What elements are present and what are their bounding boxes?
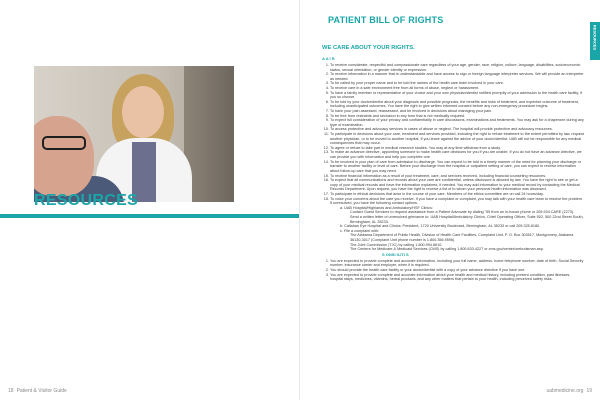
section-title: RESOURCES <box>34 192 139 209</box>
website-url: uabmedicine.org <box>546 388 584 394</box>
page-heading: PATIENT BILL OF RIGHTS <box>328 15 444 25</box>
section-tab-label: RESOURCES <box>592 24 598 51</box>
rights-list <box>322 63 584 252</box>
list-item: 7. To have your pain assessed, reassessed, and be involved in decisions about managing your pain. <box>330 109 584 114</box>
list-item <box>330 197 584 252</box>
list-item: 9. To expect full consideration of your privacy and confidentiality in care discussions, examinations and treatments. You may ask for a chaperone during any type of examination. <box>330 118 584 127</box>
list-item: 12. To agree or refuse to take part in medical research studies. You may at any time withdraw from a study. <box>330 146 584 151</box>
contact-c-label: c. File a complaint with: <box>340 228 379 233</box>
page-number-left: 18 <box>8 388 14 394</box>
guide-title: Patient & Visitor Guide <box>16 388 67 394</box>
list-item: 3. To be called by your proper name and to be told the names of the health care team involved in your care. <box>330 81 584 86</box>
contact-b-line: b. Callahan Eye Hospital and Clinics: President, 1720 University Boulevard, Birmingham, AL 35233 or call 205.325.8180. <box>340 224 541 229</box>
right-footer <box>543 388 592 394</box>
list-item: 3. You are expected to provide complete and accurate information about your health and medical history, including present condition, past illnesses, hospital stays, medicines, vitamins, herbal products, and any other matters that pertain to your health, including perceived safety risks. <box>330 273 584 282</box>
left-footer <box>8 388 70 394</box>
contact-a-line2: Send a written letter of unresolved grievance to: UAB Hospital/Ambulatory Clinics, Chief Operating Officer, Suite 502, 500 22nd Street South, Birmingham, AL 35233. <box>350 215 584 224</box>
list-item: 11. To participate in decisions about your care, treatment and services provided, including the right to refuse treatment to the extent permitted by law, request another physician, or to be moved to another hospital. If you leave against the advice of your doctor/dentist, UAB will not be responsible for any medical consequences that may occur. <box>330 132 584 146</box>
contact-c-line1: The Alabama Department of Public Health, Division of Health Care Facilities, Complaint Unit, P. O. Box 303017, Montgomery, Alabama 36130-3017 (Complaint Unit phone number is 1.800.356.9596). <box>350 233 574 243</box>
responsibilities-list <box>322 259 584 282</box>
page-number-right: 19 <box>586 388 592 394</box>
list-item: 15. To receive financial information as a result of your treatment, care, and services received, including financial counseling resources. <box>330 174 584 179</box>
list-item: 8. To be free from restraints and seclusion in any form that is not medically required. <box>330 114 584 119</box>
contact-a-label: a. UAB Hospital/Highlands and Ambulatory/HSF Clinics: <box>340 205 433 210</box>
list-item: 2. To receive information in a manner that is understandable and have access to sign or foreign language interpreter services. We will provide an interpreter as needed. <box>330 72 584 81</box>
list-item: 16. To expect that all communications and records about your care are confidential, unless disclosure is allowed by law. You have the right to see or get a copy of your medical records and have the information explained, if needed. You may add information to your medical record by contacting the Medical Records Department. Upon request, you have the right to receive a list of to whom your personal health information was disclosed. <box>330 178 584 192</box>
sub-heading: WE CARE ABOUT YOUR RIGHTS. <box>322 45 415 51</box>
rights-group-label: A A I R <box>322 56 335 61</box>
list-item: 14. To be involved in your plan of care from admission to discharge. You can expect to be told in a timely manner of the need for planning your discharge or transfer to another facility or level of care. Before your discharge from the hospital or outpatient setting of care, you can expect to receive information about follow-up care that you may need. <box>330 160 584 174</box>
list-item: 1. You are expected to provide complete and accurate information, including your full name, address, home telephone number, date of birth, Social Security number, insurance carrier and employer, when it is required. <box>330 259 584 268</box>
list-item: 13. To make an advance directive, appointing someone to make health care decisions for you if you are unable. If you do not have an advance directive, we can provide you with information and help you complete one. <box>330 150 584 159</box>
doctor-patient-photo <box>34 66 234 202</box>
section-divider <box>0 214 300 218</box>
rights-content <box>322 56 584 282</box>
list-item: 6. To be told by your doctor/dentist about your diagnosis and possible prognosis, the benefits and risks of treatment, and expected outcome of treatment, including unanticipated outcomes. You have the right to give written informed consent before any non-emergency procedure begins. <box>330 100 584 109</box>
responsibilities-group-label: S ONSI ILITI S <box>382 251 409 257</box>
list-item: 2. You should provide the health care facility or your doctor/dentist with a copy of your advance directive if you have one. <box>330 268 584 273</box>
list-item: 5. To have a family member or representative of your choice and your own physician/dentist notified promptly of your admission to the health care facility, if you so choose. <box>330 91 584 100</box>
list-item: 1. To receive considerate, respectful and compassionate care regardless of your age, gender, race, religion, culture, language, disabilities, socioeconomic status, sexual orientation, or gender identity or expression. <box>330 63 584 72</box>
list-item: 4. To receive care in a safe environment free from all forms of abuse, neglect or harassment. <box>330 86 584 91</box>
contact-c-line3: The Centers for Medicare & Medicaid Services (CMS) by calling 1.800.633.4227 or cms.gov/center/ombudsman.asp. <box>350 247 544 252</box>
contact-a-line1: Contact Guest Services to request assistance from a Patient Advocate by dialing "55 from an in-house phone or 205.934.CARE (2273). <box>350 210 575 215</box>
list-item: 10. To access protective and advocacy services in cases of abuse or neglect. The hospital will provide protective and advocacy resources. <box>330 127 584 132</box>
right-page <box>300 0 600 400</box>
complaint-intro: To voice your concerns about the care you receive. If you have a complaint or complaint, you may talk with your health care team to resolve the problem. If unresolved, you have the following contact options: <box>330 196 584 206</box>
list-item: 17. To participate in ethical decisions that arise in the course of your care. Members of the ethics committee are on call 24 hours/day. <box>330 192 584 197</box>
contact-c-line2: The Joint Commission (TJC) by calling 1.800.994.6610. <box>350 242 443 247</box>
